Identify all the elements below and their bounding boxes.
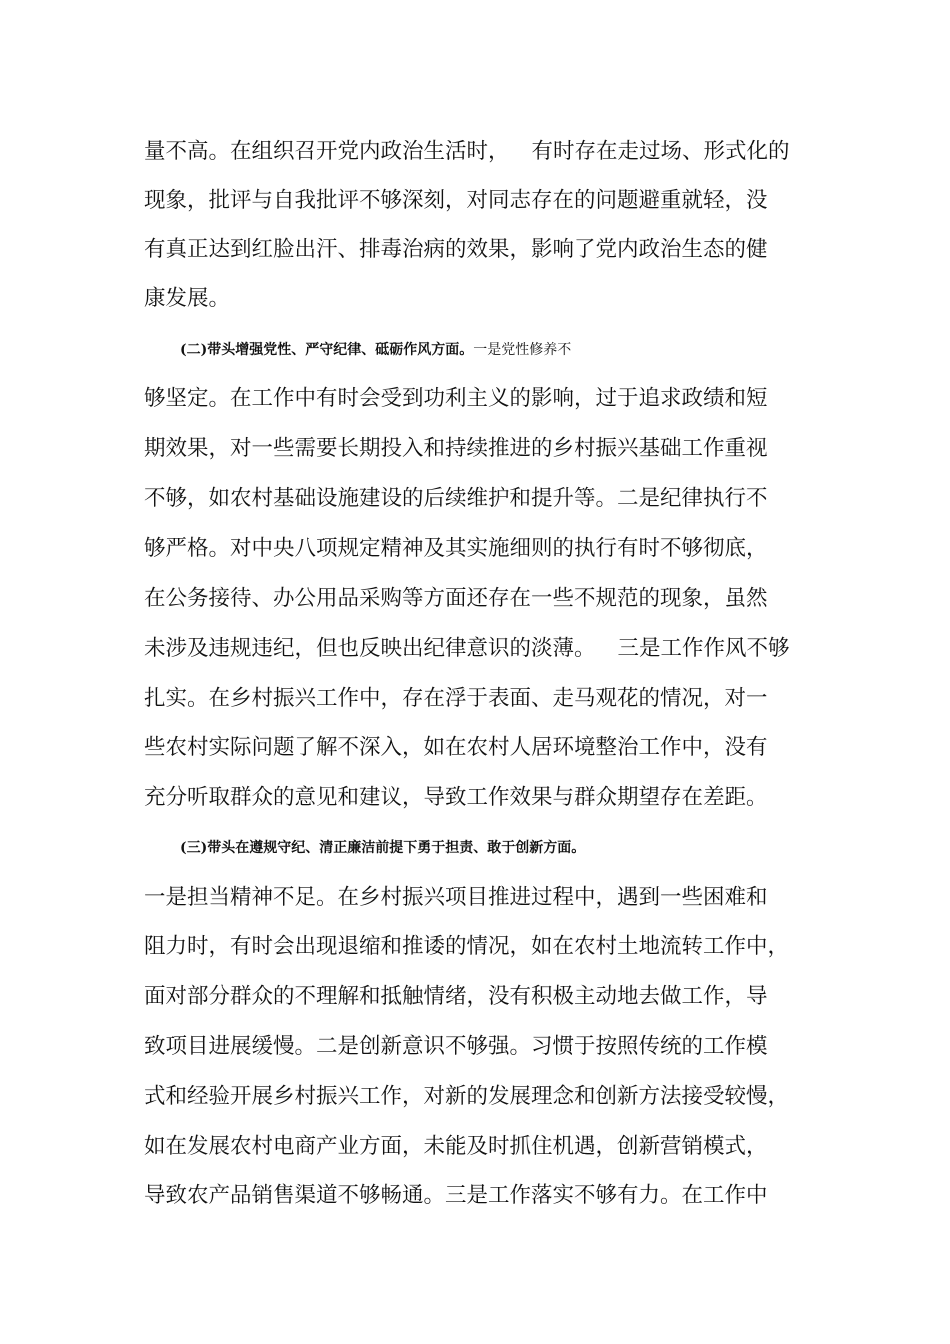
text-line: 够严格。对中央八项规定精神及其实施细则的执行有时不够彻底， xyxy=(144,536,768,561)
text-segment: 现 xyxy=(144,188,166,213)
text-line: 如在发展农村电商产业方面，未能及时抓住机遇，创新营销模式， xyxy=(144,1134,768,1159)
text-segment: 象，批评与自我批评不够深刻，对同志存在的问题避重就轻，没 xyxy=(165,188,768,213)
text-segment: 三是工作作风不够 xyxy=(617,636,790,661)
section-heading: (三)带头在遵规守纪、清正廉洁前提下勇于担责、敢于创新方面。 xyxy=(180,840,586,856)
text-segment: 未涉及违规违纪，但也反映出纪律意识的淡薄。 xyxy=(144,636,596,661)
text-line: 些农村实际问题了解不深入，如在农村人居环境整治工作中，没有 xyxy=(144,735,768,760)
text-line: 够坚定。在工作中有时会受到功利主义的影响，过于追求政绩和短 xyxy=(144,386,768,411)
text-segment: 一是党性修养不 xyxy=(473,342,572,358)
text-line xyxy=(144,624,824,674)
text-line: 扎实。在乡村振兴工作中，存在浮于表面、走马观花的情况，对一 xyxy=(144,686,768,711)
text-line xyxy=(144,127,824,177)
text-line: 阻力时，有时会出现退缩和推诿的情况，如在农村土地流转工作中， xyxy=(144,934,790,959)
text-segment: 有时存在走过场、形式化的 xyxy=(531,139,790,164)
section-heading-line xyxy=(180,823,860,873)
text-line: 在公务接待、办公用品采购等方面还存在一些不规范的现象，虽然 xyxy=(144,586,768,611)
text-line: 致项目进展缓慢。二是创新意识不够强。习惯于按照传统的工作模 xyxy=(144,1034,768,1059)
text-line: 有真正达到红脸出汗、排毒治病的效果，影响了党内政治生态的健 xyxy=(144,237,768,262)
text-line: 式和经验开展乡村振兴工作，对新的发展理念和创新方法接受较慢， xyxy=(144,1084,790,1109)
text-segment: 量不高。在组织召开党内政治生活时， xyxy=(144,139,510,164)
section-heading-line xyxy=(180,325,860,375)
section-heading: (二)带头增强党性、严守纪律、砥砺作风方面。 xyxy=(180,342,474,358)
text-line: 康发展。 xyxy=(144,286,231,311)
text-line: 面对部分群众的不理解和抵触情绪，没有积极主动地去做工作，导 xyxy=(144,984,768,1009)
text-line: 充分听取群众的意见和建议，导致工作效果与群众期望存在差距。 xyxy=(144,785,768,810)
text-line: 期效果，对一些需要长期投入和持续推进的乡村振兴基础工作重视 xyxy=(144,436,768,461)
text-line: 不够，如农村基础设施建设的后续维护和提升等。二是纪律执行不 xyxy=(144,486,768,511)
text-line: 一是担当精神不足。在乡村振兴项目推进过程中，遇到一些困难和 xyxy=(144,885,768,910)
text-line xyxy=(144,176,824,226)
text-line: 导致农产品销售渠道不够畅通。三是工作落实不够有力。在工作中 xyxy=(144,1183,768,1208)
